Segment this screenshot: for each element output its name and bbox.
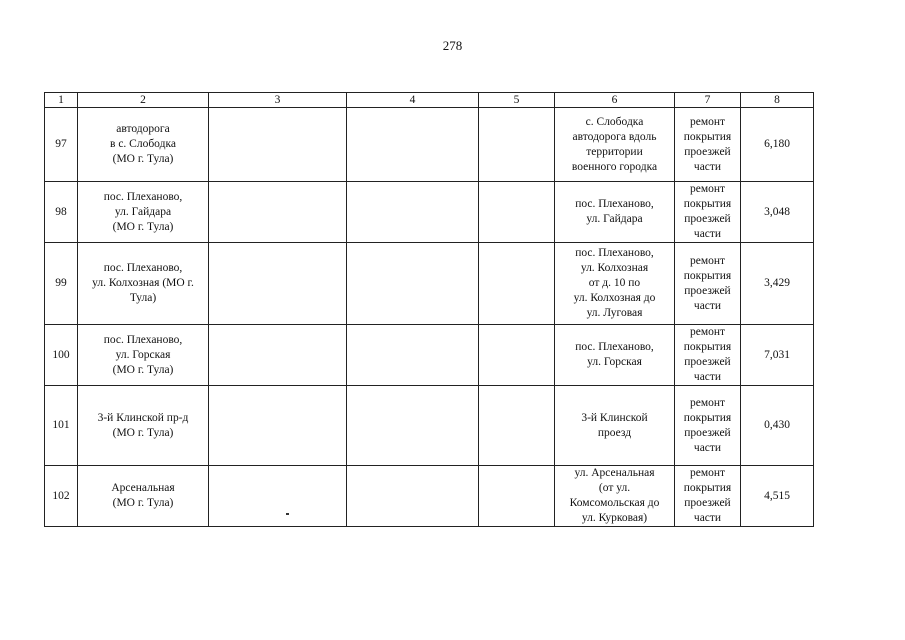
empty-col-4 bbox=[347, 182, 479, 243]
length-value: 4,515 bbox=[741, 466, 814, 527]
header-cell-5: 5 bbox=[479, 93, 555, 108]
location-description: ул. Арсенальная (от ул. Комсомольская до ул. Курковая) bbox=[555, 466, 675, 527]
location-description: с. Слободка автодорога вдоль территории военного городка bbox=[555, 108, 675, 182]
empty-col-5 bbox=[479, 325, 555, 386]
empty-col-5 bbox=[479, 182, 555, 243]
object-name: пос. Плеханово, ул. Колхозная (МО г. Тула) bbox=[78, 243, 209, 325]
header-cell-4: 4 bbox=[347, 93, 479, 108]
object-name: автодорога в с. Слободка (МО г. Тула) bbox=[78, 108, 209, 182]
empty-col-5 bbox=[479, 466, 555, 527]
location-description: пос. Плеханово, ул. Гайдара bbox=[555, 182, 675, 243]
object-name: пос. Плеханово, ул. Горская (МО г. Тула) bbox=[78, 325, 209, 386]
work-type: ремонт покрытия проезжей части bbox=[675, 182, 741, 243]
location-description: пос. Плеханово, ул. Горская bbox=[555, 325, 675, 386]
object-name: 3-й Клинской пр-д (МО г. Тула) bbox=[78, 386, 209, 466]
row-number: 97 bbox=[45, 108, 78, 182]
empty-col-4 bbox=[347, 243, 479, 325]
header-cell-6: 6 bbox=[555, 93, 675, 108]
location-description: пос. Плеханово, ул. Колхозная от д. 10 по ул. Колхозная до ул. Луговая bbox=[555, 243, 675, 325]
work-type: ремонт покрытия проезжей части bbox=[675, 466, 741, 527]
work-type: ремонт покрытия проезжей части bbox=[675, 108, 741, 182]
table-row bbox=[45, 386, 814, 466]
table-row bbox=[45, 325, 814, 386]
row-number: 101 bbox=[45, 386, 78, 466]
table-body bbox=[45, 93, 814, 527]
empty-col-3 bbox=[209, 108, 347, 182]
empty-col-3 bbox=[209, 466, 347, 527]
empty-col-5 bbox=[479, 108, 555, 182]
location-description: 3-й Клинской проезд bbox=[555, 386, 675, 466]
object-name: Арсенальная (МО г. Тула) bbox=[78, 466, 209, 527]
header-row bbox=[45, 93, 814, 108]
empty-col-5 bbox=[479, 243, 555, 325]
empty-col-3 bbox=[209, 386, 347, 466]
work-type: ремонт покрытия проезжей части bbox=[675, 386, 741, 466]
empty-col-3 bbox=[209, 182, 347, 243]
row-number: 99 bbox=[45, 243, 78, 325]
length-value: 0,430 bbox=[741, 386, 814, 466]
work-type: ремонт покрытия проезжей части bbox=[675, 243, 741, 325]
length-value: 3,429 bbox=[741, 243, 814, 325]
length-value: 3,048 bbox=[741, 182, 814, 243]
header-cell-7: 7 bbox=[675, 93, 741, 108]
header-cell-1: 1 bbox=[45, 93, 78, 108]
empty-col-3 bbox=[209, 243, 347, 325]
table-row bbox=[45, 182, 814, 243]
table-row bbox=[45, 466, 814, 527]
page-number: 278 bbox=[442, 38, 463, 53]
header-cell-3: 3 bbox=[209, 93, 347, 108]
empty-col-3 bbox=[209, 325, 347, 386]
empty-col-4 bbox=[347, 108, 479, 182]
work-type: ремонт покрытия проезжей части bbox=[675, 325, 741, 386]
header-cell-2: 2 bbox=[78, 93, 209, 108]
scan-dot-mark bbox=[286, 513, 289, 515]
empty-col-5 bbox=[479, 386, 555, 466]
length-value: 6,180 bbox=[741, 108, 814, 182]
table-row bbox=[45, 108, 814, 182]
header-cell-8: 8 bbox=[741, 93, 814, 108]
row-number: 100 bbox=[45, 325, 78, 386]
length-value: 7,031 bbox=[741, 325, 814, 386]
road-repair-table bbox=[44, 92, 814, 527]
empty-col-4 bbox=[347, 325, 479, 386]
empty-col-4 bbox=[347, 386, 479, 466]
table-row bbox=[45, 243, 814, 325]
row-number: 98 bbox=[45, 182, 78, 243]
object-name: пос. Плеханово, ул. Гайдара (МО г. Тула) bbox=[78, 182, 209, 243]
empty-col-4 bbox=[347, 466, 479, 527]
row-number: 102 bbox=[45, 466, 78, 527]
